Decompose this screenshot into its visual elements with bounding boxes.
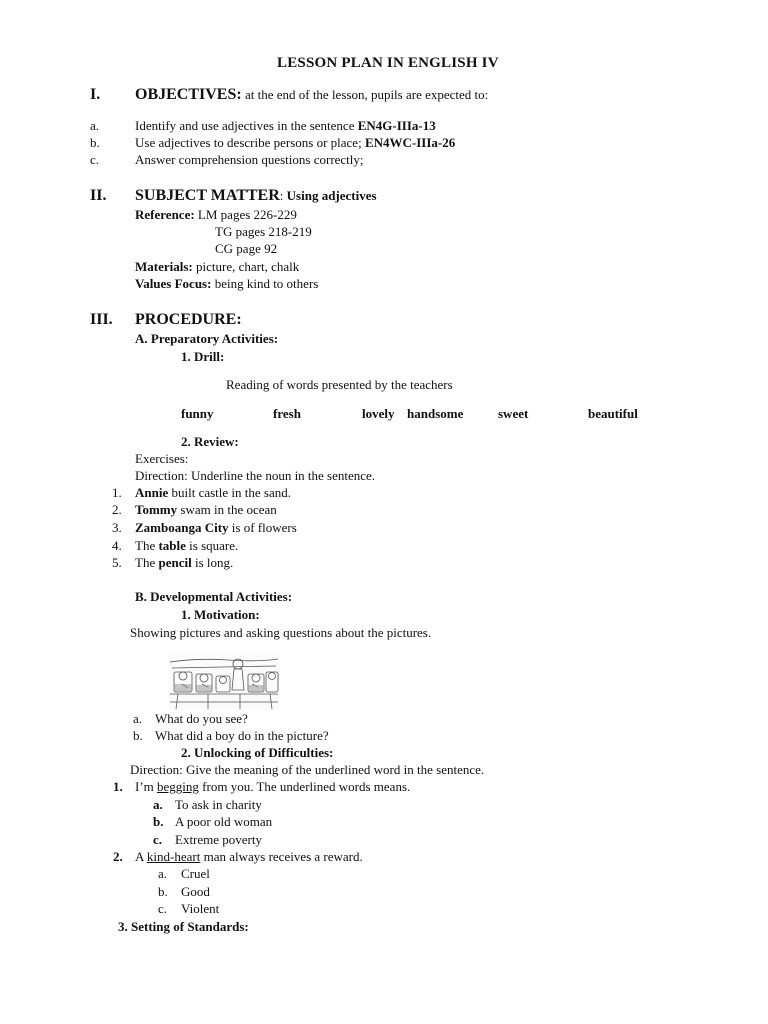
objective-text: Use adjectives to describe persons or place; <box>135 135 365 150</box>
objective-letter: a. <box>90 118 100 133</box>
review-rest: is square. <box>185 538 239 553</box>
choice-letter: b. <box>158 884 168 899</box>
question-text: What did a boy do in the picture? <box>155 728 329 743</box>
review-number: 5. <box>112 555 122 570</box>
values-line <box>135 276 318 292</box>
review-item <box>135 520 297 536</box>
objective-item <box>135 135 455 151</box>
review-number: 2. <box>112 502 122 517</box>
review-pre: The <box>135 555 159 570</box>
classroom-picture <box>168 654 280 710</box>
choice-letter: a. <box>153 797 163 812</box>
drill-word: fresh <box>273 406 301 421</box>
choice-text: To ask in charity <box>175 797 262 812</box>
choice-text: Violent <box>181 901 220 916</box>
review-rest: is of flowers <box>228 520 297 535</box>
review-item <box>135 538 238 554</box>
review-item <box>135 485 291 501</box>
drill-word: lovely <box>362 406 395 421</box>
objectives-heading-line <box>135 86 488 104</box>
drill-word: funny <box>181 406 214 421</box>
choice-letter: c. <box>158 901 168 916</box>
vocab-underlined-word: begging <box>157 779 199 794</box>
reference-cg: CG page 92 <box>215 241 278 256</box>
objective-item <box>135 152 364 168</box>
vocab-number: 1. <box>113 779 123 794</box>
vocab-sentence <box>135 779 410 795</box>
vocab-underlined-word: kind-heart <box>146 849 201 864</box>
objective-letter: b. <box>90 135 100 150</box>
vocab-post: man always receives a reward. <box>200 849 363 864</box>
review-rest: swam in the ocean <box>177 502 277 517</box>
review-noun: Annie <box>135 485 169 500</box>
section-number-procedure: III. <box>90 311 113 328</box>
review-noun: Zamboanga City <box>135 520 229 535</box>
choice-text: Good <box>181 884 210 899</box>
page-title: LESSON PLAN IN ENGLISH IV <box>277 55 499 71</box>
values-text: being kind to others <box>211 276 319 291</box>
objective-code: EN4G-IIIa-13 <box>357 118 436 133</box>
choice-letter: b. <box>153 814 164 829</box>
preparatory-heading: A. Preparatory Activities: <box>135 331 279 346</box>
unlocking-direction: Direction: Give the meaning of the underlined word in the sentence. <box>130 762 485 777</box>
choice-letter: a. <box>158 866 168 881</box>
objective-letter: c. <box>90 152 100 167</box>
objectives-colon: : <box>236 86 242 103</box>
materials-label: Materials: <box>135 259 193 274</box>
review-number: 3. <box>112 520 122 535</box>
vocab-post: from you. The underlined words means. <box>198 779 411 794</box>
subject-topic: Using adjectives <box>286 188 377 203</box>
choice-text: A poor old woman <box>175 814 273 829</box>
materials-line <box>135 259 299 275</box>
motivation-heading: 1. Motivation: <box>181 607 260 622</box>
reference-line <box>135 207 297 223</box>
procedure-heading: PROCEDURE: <box>135 311 242 328</box>
objective-text: Identify and use adjectives in the sentence <box>135 118 358 133</box>
objectives-heading: OBJECTIVES <box>135 86 237 103</box>
review-heading: 2. Review: <box>181 434 239 449</box>
question-text: What do you see? <box>155 711 248 726</box>
reference-label: Reference: <box>135 207 195 222</box>
vocab-sentence <box>135 849 363 865</box>
review-rest: is long. <box>191 555 234 570</box>
unlocking-heading: 2. Unlocking of Difficulties: <box>181 745 334 760</box>
vocab-pre: I’m <box>135 779 158 794</box>
materials-text: picture, chart, chalk <box>192 259 300 274</box>
review-item <box>135 502 277 518</box>
vocab-pre: A <box>135 849 147 864</box>
subject-colon: : <box>279 188 287 203</box>
developmental-heading: B. Developmental Activities: <box>135 589 293 604</box>
exercises-label: Exercises: <box>135 451 189 466</box>
review-pre: The <box>135 538 159 553</box>
drill-heading: 1. Drill: <box>181 349 225 364</box>
choice-text: Cruel <box>181 866 210 881</box>
subject-heading: SUBJECT MATTER <box>135 187 280 204</box>
review-rest: built castle in the sand. <box>168 485 291 500</box>
question-letter: b. <box>133 728 143 743</box>
drill-word: beautiful <box>588 406 638 421</box>
choice-text: Extreme poverty <box>175 832 262 847</box>
drill-text: Reading of words presented by the teachers <box>226 377 453 392</box>
standards-heading: 3. Setting of Standards: <box>118 919 249 934</box>
review-number: 1. <box>112 485 122 500</box>
review-noun: pencil <box>158 555 192 570</box>
objective-text: Answer comprehension questions correctly; <box>135 152 364 167</box>
review-noun: Tommy <box>135 502 178 517</box>
values-label: Values Focus: <box>135 276 212 291</box>
question-letter: a. <box>133 711 143 726</box>
reference-tg: TG pages 218-219 <box>215 224 312 239</box>
review-item <box>135 555 233 571</box>
review-noun: table <box>158 538 186 553</box>
section-number-subject: II. <box>90 187 107 204</box>
drill-word: handsome <box>407 406 464 421</box>
choice-letter: c. <box>153 832 163 847</box>
objective-item <box>135 118 436 134</box>
subject-heading-line <box>135 187 377 205</box>
objective-code: EN4WC-IIIa-26 <box>364 135 456 150</box>
objectives-intro: at the end of the lesson, pupils are expected to: <box>241 87 489 102</box>
motivation-text: Showing pictures and asking questions about the pictures. <box>130 625 432 640</box>
drill-word: sweet <box>498 406 529 421</box>
section-number-objectives: I. <box>90 86 101 103</box>
reference-lm: LM pages 226-229 <box>194 207 297 222</box>
vocab-number: 2. <box>113 849 123 864</box>
review-number: 4. <box>112 538 122 553</box>
review-direction: Direction: Underline the noun in the sentence. <box>135 468 376 483</box>
